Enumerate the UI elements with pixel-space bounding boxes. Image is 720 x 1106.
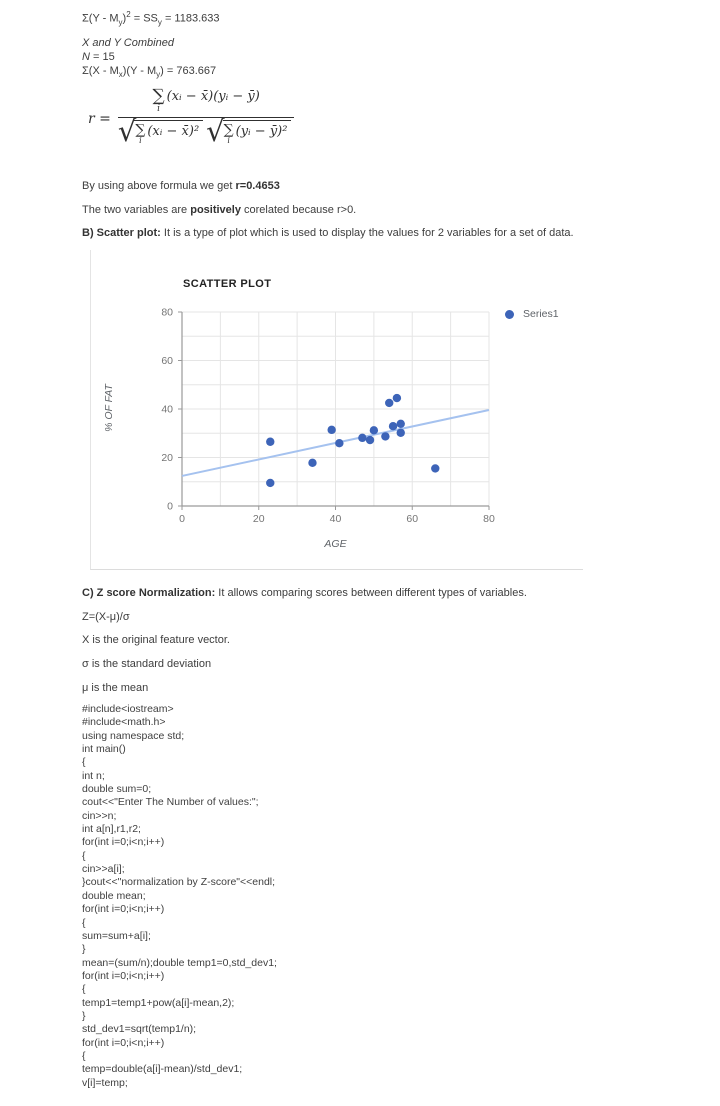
stat-ss-y bbox=[82, 8, 220, 30]
data-point bbox=[266, 479, 274, 487]
code-line: for(int i=0;i<n;i++) bbox=[82, 1036, 165, 1049]
stat-text: Σ(Y - M bbox=[82, 12, 119, 25]
x-tick-label: 20 bbox=[252, 513, 265, 525]
denominator-expression-x: (xᵢ − x̄)² bbox=[147, 124, 200, 139]
code-line: double mean; bbox=[82, 889, 146, 902]
stat-text: Σ(X - M bbox=[82, 65, 119, 77]
code-line: cin>>a[i]; bbox=[82, 863, 125, 876]
code-line: } bbox=[82, 943, 86, 956]
code-line: int n; bbox=[82, 769, 105, 782]
paragraph-zscore-heading bbox=[82, 586, 527, 600]
code-line: for(int i=0;i<n;i++) bbox=[82, 903, 165, 916]
code-line: { bbox=[82, 849, 86, 862]
x-tick-label: 80 bbox=[483, 513, 495, 525]
stat-n-value: = 15 bbox=[89, 51, 115, 63]
y-tick-label: 40 bbox=[161, 403, 173, 416]
data-point bbox=[397, 429, 405, 437]
x-tick-label: 0 bbox=[179, 513, 185, 525]
zscore-line-sigma: σ is the standard deviation bbox=[82, 658, 212, 670]
code-line: #include<math.h> bbox=[82, 716, 166, 729]
code-line: int a[n],r1,r2; bbox=[82, 823, 141, 836]
stat-text: ) bbox=[122, 12, 127, 25]
data-point bbox=[381, 432, 389, 440]
radical-icon: √ bbox=[206, 114, 225, 148]
sigma-symbol bbox=[224, 123, 234, 145]
formula-fraction bbox=[118, 88, 295, 149]
data-point bbox=[389, 422, 397, 430]
data-point bbox=[370, 426, 378, 434]
stat-value: ) = 763.667 bbox=[160, 65, 217, 77]
code-line: { bbox=[82, 916, 86, 929]
data-point bbox=[308, 459, 316, 467]
code-line: { bbox=[82, 756, 86, 769]
stat-text: )(Y - M bbox=[122, 65, 157, 77]
code-line: cin>>n; bbox=[82, 809, 117, 822]
sqrt-group bbox=[117, 114, 203, 149]
sigma-symbol bbox=[153, 88, 165, 114]
denominator-expression-y: (yᵢ − ȳ)² bbox=[235, 124, 288, 139]
y-tick-label: 60 bbox=[161, 355, 173, 367]
paragraph-text: It is a type of plot which is used to display the values for 2 variables for a set of data. bbox=[160, 227, 574, 239]
emphasis-text: positively bbox=[190, 204, 241, 216]
subscript: y bbox=[157, 17, 162, 27]
code-line: sum=sum+a[i]; bbox=[82, 929, 151, 942]
code-block bbox=[82, 703, 277, 1090]
code-line: v[i]=temp; bbox=[82, 1076, 128, 1089]
data-point bbox=[266, 438, 274, 446]
subscript: x bbox=[118, 70, 123, 80]
formula-numerator bbox=[143, 88, 270, 117]
code-line: { bbox=[82, 1049, 86, 1062]
section-label: B) Scatter plot: bbox=[82, 227, 161, 239]
scatter-plot-area bbox=[161, 306, 495, 525]
paragraph-text: By using above formula we get bbox=[82, 180, 236, 192]
stat-combined-heading: X and Y Combined bbox=[82, 37, 174, 49]
code-line: #include<iostream> bbox=[82, 703, 174, 715]
stat-text: = SS bbox=[130, 12, 158, 25]
x-axis-title: AGE bbox=[324, 538, 347, 550]
code-line: double sum=0; bbox=[82, 783, 152, 796]
code-line: using namespace std; bbox=[82, 729, 185, 742]
y-tick-label: 20 bbox=[161, 452, 173, 464]
sigma-index: i bbox=[227, 136, 230, 145]
paragraph-scatter-heading bbox=[82, 226, 574, 240]
stat-n bbox=[82, 50, 115, 64]
data-point bbox=[366, 436, 374, 444]
zscore-line-mu: μ is the mean bbox=[82, 682, 149, 694]
sigma-glyph: ∑ bbox=[135, 122, 146, 138]
stat-value: = 1183.633 bbox=[161, 12, 220, 25]
subscript: y bbox=[118, 17, 123, 27]
zscore-line-x: X is the original feature vector. bbox=[82, 634, 230, 646]
code-line: mean=(sum/n);double temp1=0,std_dev1; bbox=[82, 956, 277, 969]
code-line: } bbox=[82, 1009, 86, 1022]
y-tick-label: 80 bbox=[161, 306, 173, 319]
code-line: cout<<"Enter The Number of values:"; bbox=[82, 796, 259, 809]
code-line: temp=double(a[i]-mean)/std_dev1; bbox=[82, 1063, 243, 1076]
legend-marker-icon bbox=[505, 310, 514, 319]
paragraph-text: corelated because r>0. bbox=[240, 204, 357, 216]
result-value: r=0.4653 bbox=[235, 180, 280, 192]
code-line: }cout<<"normalization by Z-score"<<endl; bbox=[82, 876, 276, 889]
code-line: for(int i=0;i<n;i++) bbox=[82, 969, 165, 982]
data-point bbox=[431, 464, 439, 472]
data-point bbox=[385, 399, 393, 407]
sigma-index: i bbox=[157, 104, 161, 114]
sigma-symbol bbox=[135, 123, 145, 145]
paragraph-result bbox=[82, 179, 280, 193]
section-label: C) Z score Normalization: bbox=[82, 587, 216, 599]
chart-legend bbox=[505, 308, 559, 320]
data-point bbox=[335, 439, 343, 447]
y-tick-label: 0 bbox=[167, 500, 173, 513]
x-tick-label: 40 bbox=[329, 513, 342, 525]
formula-lhs: r = bbox=[88, 110, 111, 127]
code-line: std_dev1=sqrt(temp1/n); bbox=[82, 1023, 197, 1036]
chart-title: SCATTER PLOT bbox=[183, 278, 272, 290]
sigma-glyph: ∑ bbox=[152, 86, 165, 106]
stat-sxy bbox=[82, 64, 216, 82]
data-point bbox=[358, 434, 366, 442]
legend-label: Series1 bbox=[523, 308, 559, 320]
sigma-glyph: ∑ bbox=[223, 122, 234, 138]
stat-n-label: N bbox=[82, 51, 90, 63]
sigma-index: i bbox=[139, 136, 142, 145]
zscore-formula: Z=(X-μ)/σ bbox=[82, 611, 130, 623]
correlation-formula bbox=[88, 88, 294, 149]
radical-icon: √ bbox=[117, 114, 137, 148]
data-point bbox=[397, 420, 405, 428]
code-line: int main() bbox=[82, 743, 126, 756]
paragraph-correlation bbox=[82, 203, 356, 217]
code-line: for(int i=0;i<n;i++) bbox=[82, 836, 165, 849]
numerator-expression: (xᵢ − x̄)(yᵢ − ȳ) bbox=[166, 89, 260, 104]
code-line: temp1=temp1+pow(a[i]-mean,2); bbox=[82, 996, 235, 1009]
x-tick-label: 60 bbox=[406, 513, 419, 525]
sqrt-group bbox=[206, 114, 291, 149]
paragraph-text: It allows comparing scores between different types of variables. bbox=[215, 587, 527, 599]
data-point bbox=[393, 394, 401, 402]
data-point bbox=[327, 426, 335, 434]
superscript: 2 bbox=[126, 10, 131, 19]
y-axis-title: % OF FAT bbox=[103, 384, 115, 432]
formula-denominator bbox=[117, 114, 295, 149]
scatter-chart-card[interactable] bbox=[90, 250, 583, 570]
code-line: { bbox=[82, 983, 86, 996]
paragraph-text: The two variables are bbox=[82, 204, 191, 216]
subscript: y bbox=[156, 70, 161, 80]
